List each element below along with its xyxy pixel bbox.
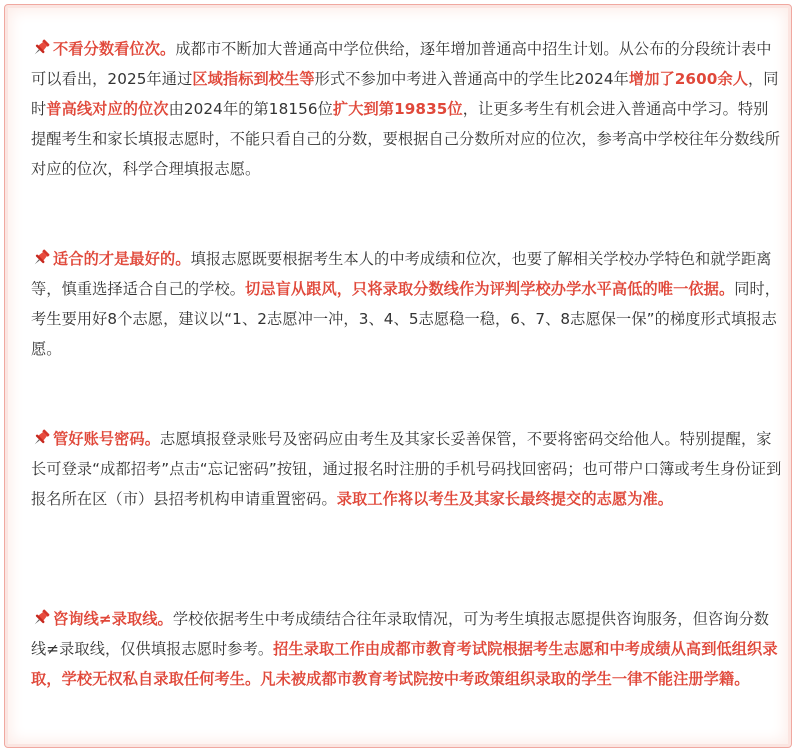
section-heading: 咨询线≠录取线。 <box>53 610 173 628</box>
pushpin-icon <box>31 248 51 268</box>
pushpin-icon <box>31 608 51 628</box>
highlight-text: 增加了2600余人 <box>628 70 749 88</box>
section-heading: 适合的才是最好的。 <box>53 250 191 268</box>
highlight-text: 切忌盲从跟风，只将录取分数线作为评判学校办学水平高低的唯一依据。 <box>245 280 735 298</box>
pushpin-icon <box>31 38 51 58</box>
section-heading: 管好账号密码。 <box>53 430 161 448</box>
body-text: 填报志愿既要根据考生本人的中考成绩和位次，也要了解相关学校办学特色和就学距离等，慎重选择适合自己的学校。 <box>31 250 772 298</box>
section-account-password <box>31 424 783 514</box>
body-text: 同时，考生要用好8个志愿，建议以“1、2志愿冲一冲，3、4、5志愿稳一稳，6、7、8志愿保一保”的梯度形式填报志愿。 <box>31 280 781 358</box>
body-text: 成都市不断加大普通高中学位供给，逐年增加普通高中招生计划。从公布的分段统计表中可以看出，2025年通过 <box>31 40 772 88</box>
section-rank-over-score <box>31 34 783 184</box>
body-text: 由2024年的第18156位 <box>168 100 333 118</box>
body-text: 志愿填报登录账号及密码应由考生及其家长妥善保管，不要将密码交给他人。特别提醒，家长可登录“成都招考”点击“忘记密码”按钮，通过报名时注册的手机号码找回密码；也可带户口簿或考生身份证到报名所在区（市）县招考机构申请重置密码。 <box>31 430 782 508</box>
highlight-text: 普高线对应的位次 <box>46 100 169 118</box>
body-text: 形式不参加中考进入普通高中的学生比2024年 <box>314 70 629 88</box>
notice-card <box>4 4 792 748</box>
highlight-text: 区域指标到校生等 <box>192 70 315 88</box>
body-text: ，同时 <box>31 70 779 118</box>
pushpin-icon <box>31 428 51 448</box>
highlight-text: 录取工作将以考生及其家长最终提交的志愿为准。 <box>336 490 674 508</box>
section-consult-line <box>31 604 783 694</box>
body-text: ，让更多考生有机会进入普通高中学习。特别提醒考生和家长填报志愿时，不能只看自己的分数，要根据自己分数所对应的位次，参考高中学校往年分数线所对应的位次，科学合理填报志愿。 <box>31 100 781 178</box>
section-best-fit <box>31 244 783 364</box>
section-heading: 不看分数看位次。 <box>53 40 176 58</box>
body-text: 学校依据考生中考成绩结合往年录取情况，可为考生填报志愿提供咨询服务，但咨询分数线≠录取线，仅供填报志愿时参考。 <box>31 610 770 658</box>
highlight-text: 招生录取工作由成都市教育考试院根据考生志愿和中考成绩从高到低组织录取，学校无权私自录取任何考生。凡未被成都市教育考试院按中考政策组织录取的学生一律不能注册学籍。 <box>31 640 778 688</box>
highlight-text: 扩大到第19835位 <box>332 100 463 118</box>
